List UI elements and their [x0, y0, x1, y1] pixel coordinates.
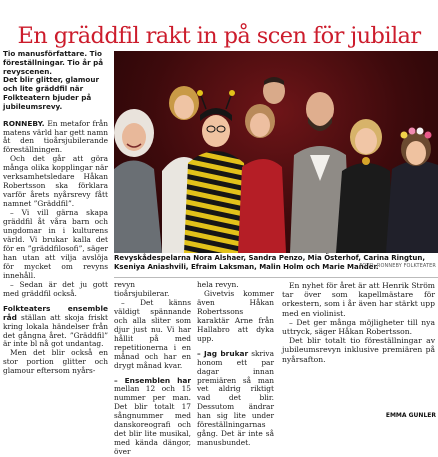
body-paragraph: – Vi vill gärna skapa gräddfil åt våra barn och ungdomar in i kulturens värld. Vi brukar kalla det för en ”gräddfilosofi”, säger han utan att vilja avslöja för mycket om revyns innehåll. — [3, 208, 108, 280]
headline: En gräddfil rakt in på scen för jubilar — [17, 23, 421, 50]
dateline: RONNEBY. — [3, 118, 45, 128]
body-paragraph: Men det blir också en stor portion glitter och glamour eftersom nyårs- — [3, 348, 108, 376]
body-paragraph — [114, 377, 191, 457]
stage-illustration — [114, 51, 438, 253]
body-text: mellan 12 och 15 nummer per man. Det blir totalt 17 sångnummer med danskoreografi och det blir lite musikal, med kända dängor, över — [114, 384, 191, 457]
left-column — [3, 50, 108, 376]
body-paragraph: Givetvis kommer även Håkan Robertssons karaktär Arne från Hallabro att dyka upp. — [197, 288, 274, 343]
body-text: skriva honom ett par dagar innan premiären så man vet aldrig riktigt vad det blir. Dessutom ändrar han sig lite under föreställningarnas gång. Det är inte så manusbundet. — [197, 348, 274, 448]
byline: EMMA GUNLER — [385, 412, 436, 419]
ensemble-photo — [114, 51, 438, 253]
body-paragraph: hela revyn. — [197, 280, 239, 289]
divider — [114, 277, 438, 278]
body-paragraph — [3, 120, 108, 156]
body-paragraph: – Det ger många möjligheter till nya uttryck, säger Håkan Robertsson. — [282, 317, 435, 337]
body-paragraph: Det blir totalt tio föreställningar av jubileumsrevyn inklusive premiären på nyårsafton. — [282, 336, 435, 364]
photo-caption: Revyskådespelarna Nora Alshaer, Sandra Penzo, Mia Österhof, Carina Ringtun, Kseniya Aniashvili, Efraim Laksman, Malin Holm och Marie Mander. — [114, 254, 426, 271]
body-paragraph: – Sedan är det ju gott med gräddfil också. — [3, 279, 108, 298]
lead-line-1: Tio manusförfattare. Tio föreställningar. Tio år på revyscenen. — [3, 49, 104, 76]
subhead: – Ensemblen har — [114, 375, 191, 385]
subhead: – Jag brukar — [197, 348, 249, 358]
lead-paragraph — [3, 50, 108, 112]
lead-line-2: Det blir glitter, glamour och lite gräddfil när Folkteatern bjuder på jubileumsrevy. — [3, 75, 99, 111]
subhead: Folkteaters ensemble råd — [3, 303, 108, 322]
column-2 — [114, 281, 191, 457]
body-paragraph: En nyhet för året är att Henrik Ström tar över som kapellmästare för orkestern, som i år även har stärkt upp med en violinist. — [282, 281, 435, 318]
body-paragraph: revyn tioårsjubilerar. — [114, 280, 170, 298]
body-paragraph — [3, 305, 108, 350]
body-paragraph: – Det känns väldigt spännande och alla sliter som djur just nu. Vi har hållit på med repetitionerna i en månad och har en drygt månad kvar. — [114, 297, 191, 370]
body-text: En metafor från matens värld har gett namn åt den tioårsjubilerande föreställningen. — [3, 118, 108, 155]
body-paragraph — [197, 350, 274, 448]
column-3 — [197, 281, 274, 448]
column-4 — [282, 281, 435, 364]
body-paragraph: Och det går att göra många olika kopplingar när verksamhetsledare Håkan Robertsson ska förklara varför årets nyårsrevy fått namnet ”Gräddfil”. — [3, 154, 108, 209]
body-text: ställan att skoja friskt kring lokala händelser från det gångna året. ”Gräddfil” är inte bl nå got undantag. — [3, 312, 108, 349]
photo-credit: FOTO: RONNEBY FOLKTEATER — [359, 263, 436, 269]
